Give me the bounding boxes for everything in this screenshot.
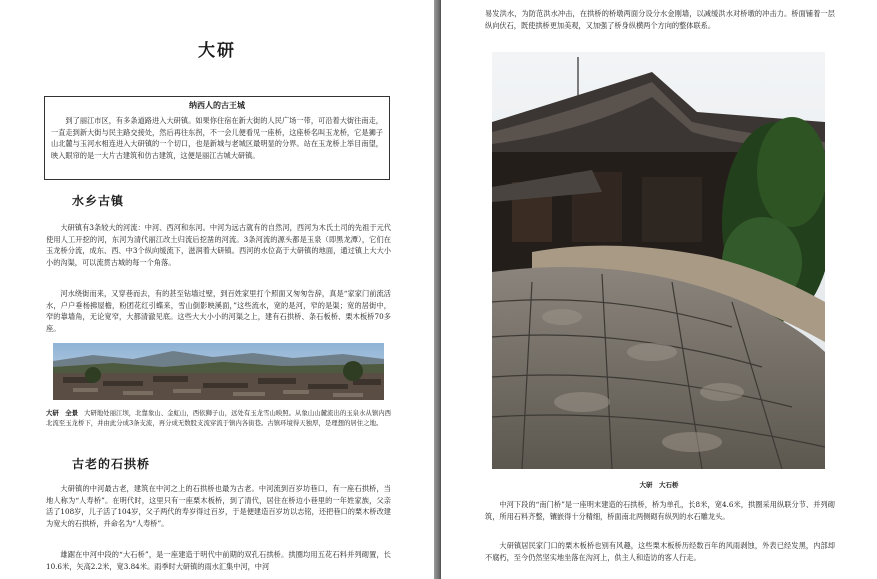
paragraph: 易发洪水，为防范洪水冲击，在拱桥的桥墩两面分设分水金刚墙，以减缓洪水对桥墩的冲击力。桥面铺着一层纵向伏石，既使拱桥更加美观，又加强了桥身纵横两个方向的整体联系。 — [485, 9, 835, 30]
paragraph: 大研镇居民家门口的栗木板桥也别有风趣，这些栗木板桥历经数百年的风雨剥蚀，外表已经发黑，内部却不腐朽，至今仍然坚实地坐落在沟河上，供主人和造访的客人行走。 — [485, 541, 835, 562]
caption-text: 大研地处丽江坝，北靠象山、金虹山，西依狮子山，远处有玉龙雪山映照。从象山山麓流出的玉泉水从镇内西北流至玉龙桥下，并由此分成3条支流，再分成无数股支流穿流于镇内各街巷。古镇环境得天独厚，是理想的居住之地。 — [46, 409, 392, 427]
page-gutter — [434, 0, 441, 579]
paragraph: 河水绕街而来，又穿巷而去，有的甚至钻墙过壁，到百姓家里打个照面又匆匆告辞，真是“家家门前流活水，户户垂杨拂屋檐，粉团花红引蝶来，雪山倒影映溪面，”这些流水，宽的是河，窄的是渠；宽的居街中，窄的靠墙角，无论宽窄，大都清澈见底。这些大大小小的河渠之上，建有石拱桥、条石板桥、栗木板桥70多座。 — [46, 289, 391, 333]
sidebar-title: 纳西人的古王城 — [189, 100, 245, 110]
page-title: 大研 — [198, 41, 236, 61]
caption-title: 大研 全景 — [46, 409, 78, 417]
right-page — [441, 0, 877, 579]
left-page — [0, 0, 434, 579]
paragraph: 雄踞在中河中段的“大石桥”，是一座建造于明代中前期的双孔石拱桥。拱圈均用五花石料并列砌置，长10.6米，矢高2.2米，宽3.84米。雨季时大研镇的雨水汇集中河，中河 — [46, 550, 391, 571]
paragraph: 大研镇有3条较大的河流：中河、西河和东河。中河为远古就有的自然河，西河为木氏土司的先祖于元代使用人工开挖的河，东河为清代丽江改土归流后挖凿的河流。3条河流的源头都是玉泉（即黑龙潭），它们在玉龙桥分流，成东、西、中3个纵向缓流下，滋润着大研镇。西河的水位高于大研镇的地面，通过镇上大大小小的沟渠，可以流贯古城的每一个角落。 — [46, 223, 391, 267]
section-heading-water-town: 水乡古镇 — [72, 194, 125, 208]
paragraph: 中河下段的“南门桥”是一座明末建造的石拱桥，桥为单孔，长8米，宽4.6米，拱圈采用纵联分节、并列砌筑，所用石料齐整，镶嵌得十分精细，桥面南北两侧砌有纵列的水石雕龙头。 — [485, 500, 835, 521]
panorama-photo — [53, 343, 384, 400]
paragraph: 大研镇的中河最古老，建筑在中河之上的石拱桥也最为古老。中河流到百岁坊巷口，有一座石拱桥，当地人称为“人寿桥”。在明代时，这里只有一座栗木板桥，到了清代，居住在桥边小巷里的一年姓家族，父亲活了108岁，儿子活了104岁，父子两代的寿岁得过百岁，于是便建造百岁坊以志铭，还把巷口的栗木桥改建为宽大的石拱桥，并命名为“人寿桥”。 — [46, 484, 391, 528]
sidebar-text: 到了丽江市区，有多条道路进入大研镇。如果你住宿在新大街的人民广场一带，可沿着大街往南走，一直走到新大街与民主路交接处，然后再往东拐，不一会儿便看见一座桥，这座桥名叫玉龙桥，它是狮子山北麓与玉河水相连进入大研镇的一个切口，也是新城与老城区最明显的分界。站在玉龙桥上举目南望，映入眼帘的是一大片古建筑和仿古建筑，这便是丽江古城大研镇。 — [51, 116, 383, 160]
sidebar-box — [44, 96, 390, 180]
section-heading-stone-bridge: 古老的石拱桥 — [72, 457, 151, 471]
panorama-caption — [46, 408, 391, 428]
photo-caption: 大研 大石桥 — [639, 481, 679, 489]
stone-bridge-photo — [492, 52, 825, 469]
